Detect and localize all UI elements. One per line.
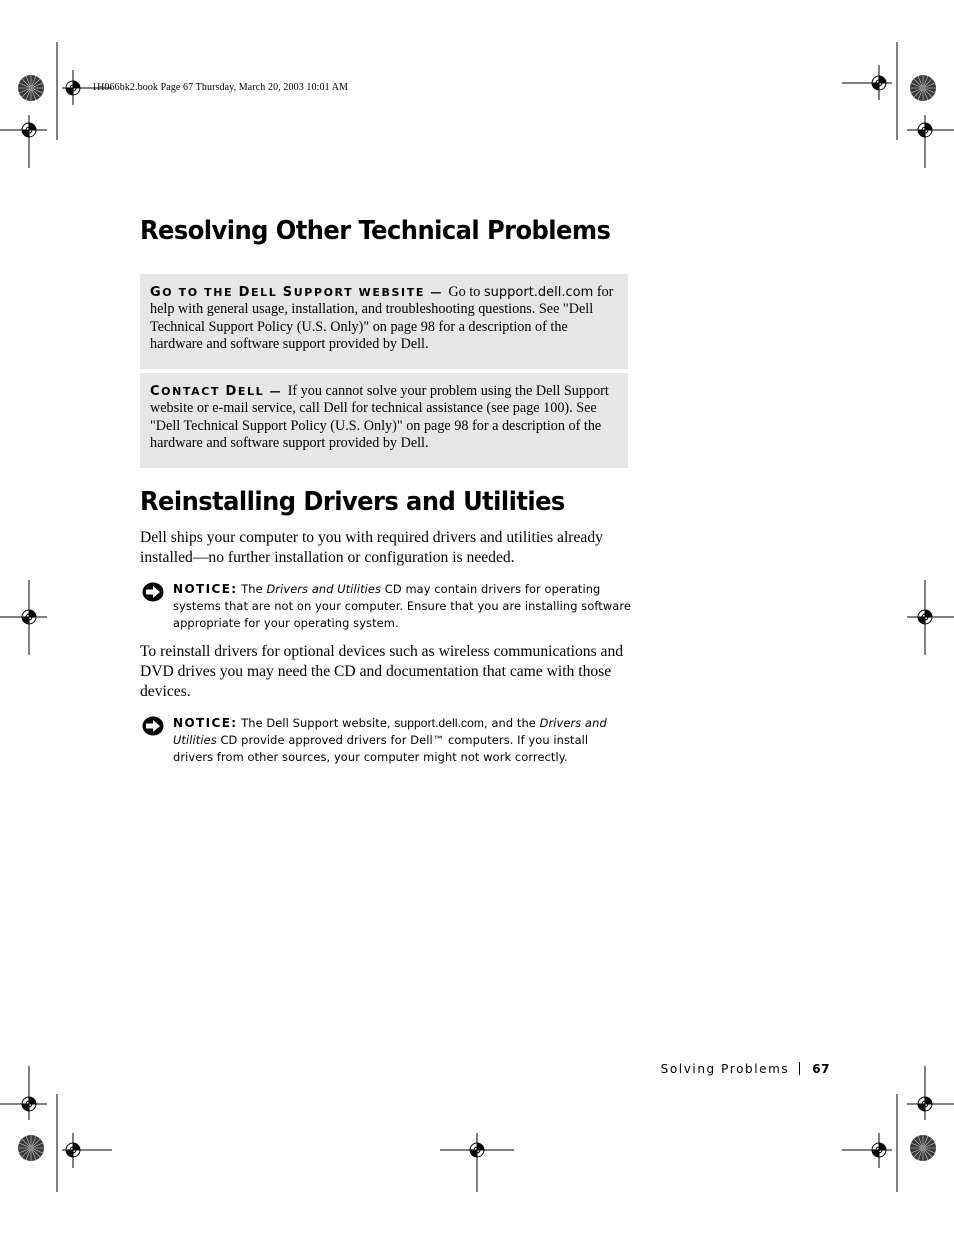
footer-separator <box>799 1062 800 1075</box>
page-footer <box>600 1062 830 1076</box>
support-website-box: GO TO THE DELL SUPPORT WEBSITE — Go to support.dell.com for help with general usage, installation, and troubleshooting questions. See "Dell Technical Support Policy (U.S. Only)" on page 98 for a description of the hardware and software support provided by Dell. <box>140 274 628 369</box>
page-number: 67 <box>812 1062 830 1076</box>
box-lead-support: GO TO THE DELL SUPPORT WEBSITE — <box>150 285 449 300</box>
support-link-2[interactable]: support.dell.com <box>394 716 485 730</box>
intro-paragraph: Dell ships your computer to you with required drivers and utilities already installed—no further installation or configuration is needed. <box>140 529 603 567</box>
contact-dell-box: CONTACT DELL — If you cannot solve your problem using the Dell Support website or e-mail service, call Dell for technical assistance (see page 100). See "Dell Technical Support Policy (U.S. Only)" on page 98 for a description of the hardware and software support provided by Dell. <box>140 373 628 468</box>
support-link[interactable]: support.dell.com <box>483 285 594 300</box>
notice-arrow-icon <box>142 716 164 736</box>
print-slug: 1H066bk2.book Page 67 Thursday, March 20, 2003 10:01 AM <box>92 82 349 93</box>
notice-block-2: NOTICE: The Dell Support website, support.dell.com, and the Drivers and Utilities CD provide approved drivers for Dell™ computers. If you install drivers from other sources, your computer might not work correctly. <box>140 715 632 766</box>
section-title-reinstalling: Reinstalling Drivers and Utilities <box>140 487 565 517</box>
reinstall-paragraph: To reinstall drivers for optional devices such as wireless communications and DVD drives you may need the CD and documentation that came with those devices. <box>140 643 624 701</box>
footer-section-name: Solving Problems <box>660 1062 790 1076</box>
box-lead-contact: CONTACT DELL — <box>150 384 288 399</box>
notice-block-1: NOTICE: The Drivers and Utilities CD may contain drivers for operating systems that are not on your computer. Ensure that you are installing software appropriate for your operating system. <box>140 581 632 632</box>
section-title-resolving: Resolving Other Technical Problems <box>140 216 611 246</box>
notice-arrow-icon <box>142 582 164 602</box>
